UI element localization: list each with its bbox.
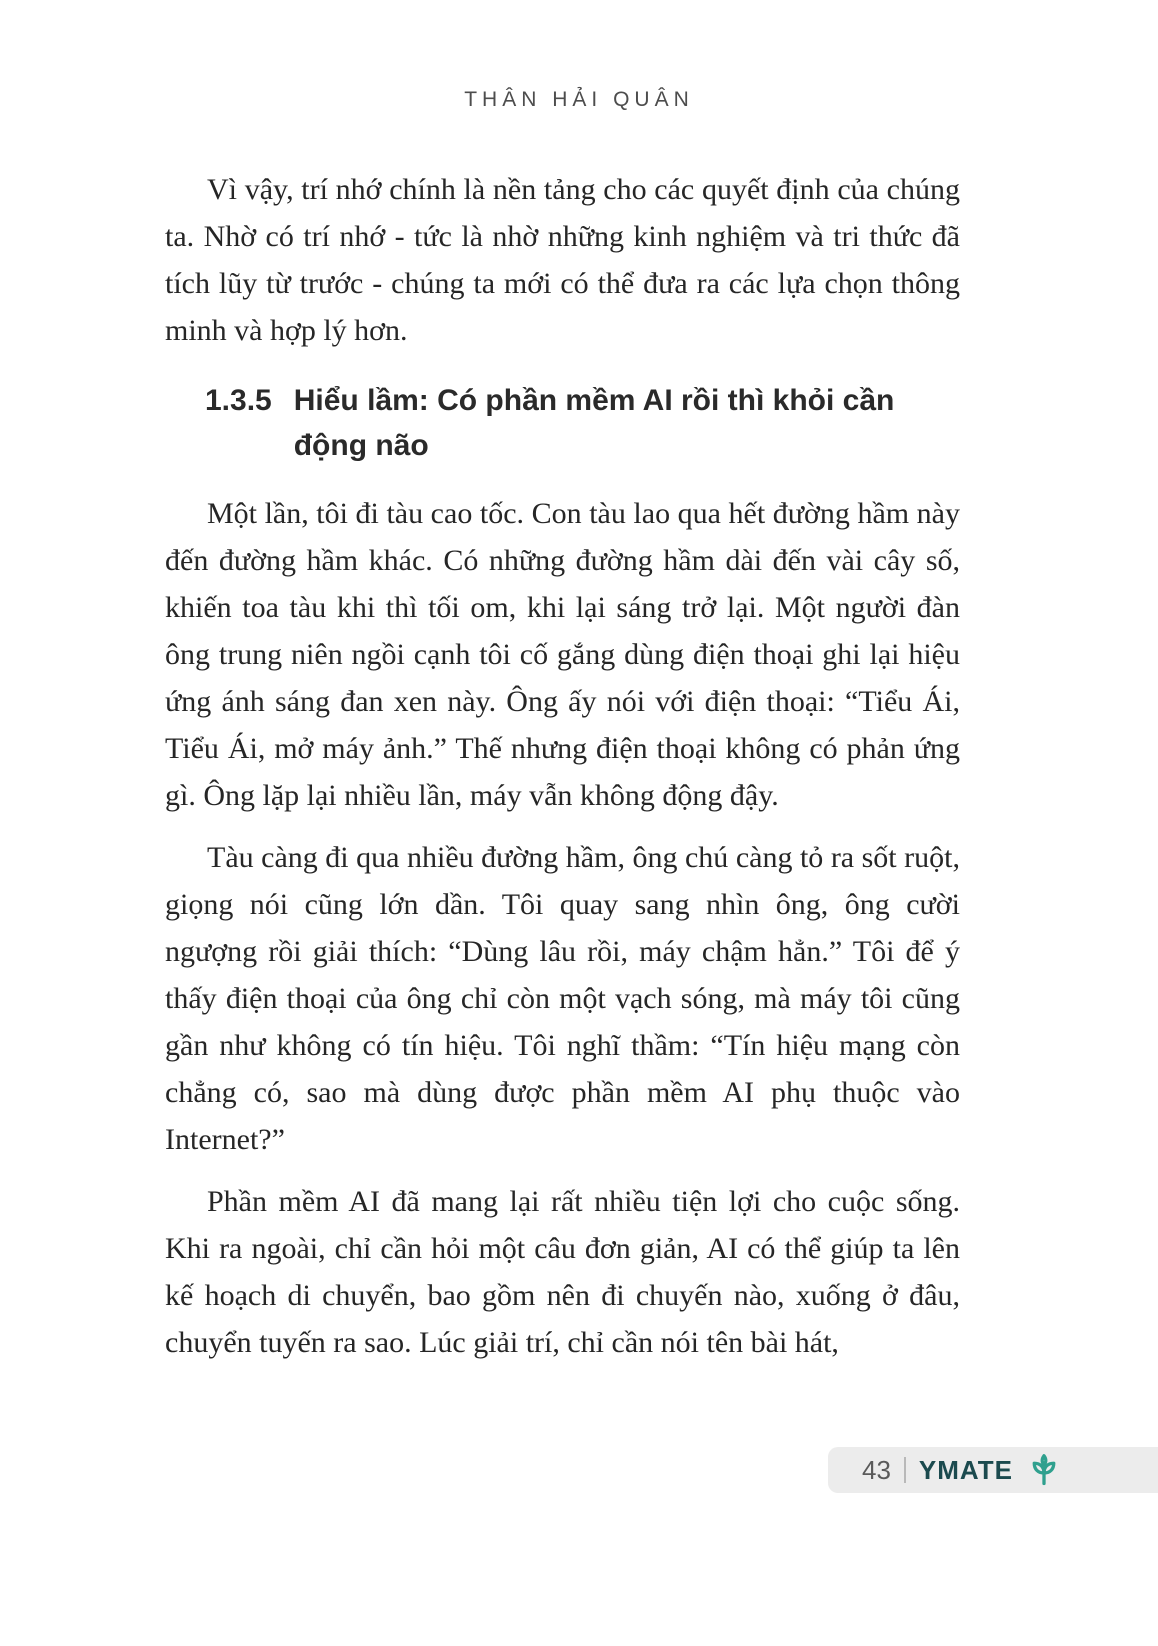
- section-title: Hiểu lầm: Có phần mềm AI rồi thì khỏi cần động não: [293, 384, 895, 462]
- brand-name: YMATE: [918, 1454, 1013, 1485]
- body-paragraph: Một lần, tôi đi tàu cao tốc. Con tàu lao qua hết đường hầm này đến đường hầm khác. Có những đường hầm dài đến vài cây số, khiến toa tàu khi thì tối om, khi lại sáng trở lại. Một người đàn ông trung niên ngồi cạnh tôi cố gắng dùng điện thoại ghi lại hiệu ứng ánh sáng đan xen này. Ông ấy nói với điện thoại: “Tiểu Ái, Tiểu Ái, mở máy ảnh.” Thế nhưng điện thoại không có phản ứng gì. Ông lặp lại nhiều lần, máy vẫn không động đậy.: [165, 497, 960, 812]
- running-header: THÂN HẢI QUÂN: [464, 88, 694, 111]
- body-paragraph: Phần mềm AI đã mang lại rất nhiều tiện lợi cho cuộc sống. Khi ra ngoài, chỉ cần hỏi một câu đơn giản, AI có thể giúp ta lên kế hoạch di chuyển, bao gồm nên đi chuyến nào, xuống ở đâu, chuyển tuyến ra sao. Lúc giải trí, chỉ cần nói tên bài hát,: [165, 1185, 960, 1359]
- body-paragraph: Tàu càng đi qua nhiều đường hầm, ông chú càng tỏ ra sốt ruột, giọng nói cũng lớn dần. Tôi quay sang nhìn ông, ông cười ngượng rồi giải thích: “Dùng lâu rồi, máy chậm hẳn.” Tôi để ý thấy điện thoại của ông chỉ còn một vạch sóng, mà máy tôi cũng gần như không có tín hiệu. Tôi nghĩ thầm: “Tín hiệu mạng còn chẳng có, sao mà dùng được phần mềm AI phụ thuộc vào Internet?”: [165, 841, 960, 1156]
- intro-paragraph: Vì vậy, trí nhớ chính là nền tảng cho các quyết định của chúng ta. Nhờ có trí nhớ - tức là nhờ những kinh nghiệm và tri thức đã tích lũy từ trước - chúng ta mới có thể đưa ra các lựa chọn thông minh và hợp lý hơn.: [165, 173, 960, 347]
- section-number: 1.3.5: [205, 384, 272, 417]
- page-body: [165, 166, 960, 1381]
- footer-separator: [904, 1457, 906, 1483]
- ymate-logo-icon: [1026, 1452, 1062, 1488]
- page-number: 43: [862, 1454, 891, 1485]
- section-heading: [205, 378, 960, 468]
- footer-bar: [828, 1447, 1158, 1493]
